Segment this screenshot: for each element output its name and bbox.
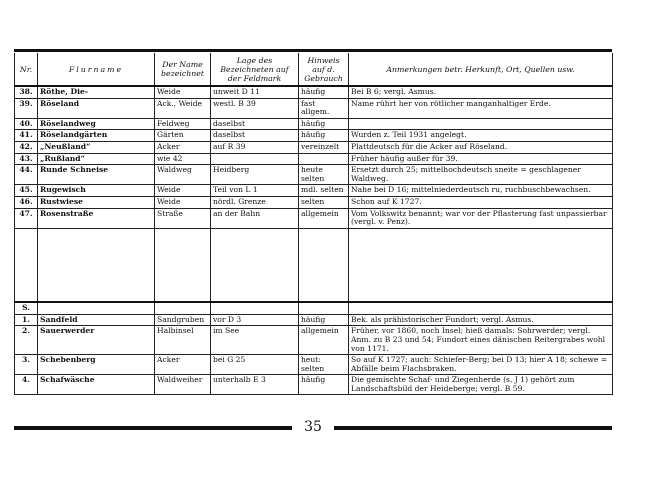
header-gebrauch: Hinweis auf d. Gebrauch — [299, 53, 349, 86]
bezeichnet: Waldweiher — [155, 375, 211, 395]
row-number: 43. — [15, 153, 38, 165]
flurname: Schafwäsche — [38, 375, 155, 395]
row-number: 46. — [15, 196, 38, 208]
row-number: 4. — [15, 375, 38, 395]
header-bezeichnet: Der Name bezeichnet — [155, 53, 211, 86]
bezeichnet: Acker — [155, 141, 211, 153]
bezeichnet: wie 42 — [155, 153, 211, 165]
header-flurname: Flurname — [38, 53, 155, 86]
table-row — [15, 375, 613, 395]
anmerkung: Früher häufig außer für 39. — [349, 153, 613, 165]
flurname: „Neußland“ — [38, 141, 155, 153]
lage: westl. B 39 — [211, 98, 299, 118]
header-nr: Nr. — [15, 53, 38, 86]
gebrauch: heute selten — [299, 165, 349, 185]
anmerkung: Früher, vor 1860, noch Insel; hieß damals: Sohrwerder; vergl. Anm. zu B 23 und 54; Fundort eines dänischen Reitergrabes wohl von 1171. — [349, 326, 613, 355]
section-header-row — [15, 302, 613, 315]
table-row — [15, 118, 613, 130]
gebrauch: häufig — [299, 86, 349, 98]
bezeichnet: Ack., Weide — [155, 98, 211, 118]
lage: nördl. Grenze — [211, 196, 299, 208]
gebrauch: vereinzelt — [299, 141, 349, 153]
anmerkung: Ersetzt durch 25; mittelhochdeutsch sneite = geschlagener Waldweg. — [349, 165, 613, 185]
section-letter: S. — [15, 302, 38, 315]
row-number: 42. — [15, 141, 38, 153]
anmerkung: Plattdeutsch für die Acker auf Röseland. — [349, 141, 613, 153]
flurname: Rugewisch — [38, 185, 155, 197]
row-number: 41. — [15, 130, 38, 142]
bezeichnet: Feldweg — [155, 118, 211, 130]
lage: vor D 3 — [211, 314, 299, 326]
row-number: 2. — [15, 326, 38, 355]
gebrauch: häufig — [299, 130, 349, 142]
row-number: 45. — [15, 185, 38, 197]
anmerkung: So auf K 1727; auch: Schiefer-Berg; bei D 13; hier A 18; schewe = Abfälle beim Flachsbraken. — [349, 355, 613, 375]
gebrauch: häufig — [299, 314, 349, 326]
anmerkung — [349, 118, 613, 130]
bottom-rule — [14, 419, 612, 435]
table-row — [15, 208, 613, 228]
gebrauch: allgemein — [299, 208, 349, 228]
lage: Teil von L 1 — [211, 185, 299, 197]
flurname: Röthe, Die- — [38, 86, 155, 98]
flurname: Röseland — [38, 98, 155, 118]
anmerkung: Schon auf K 1727. — [349, 196, 613, 208]
table-row — [15, 314, 613, 326]
anmerkung: Die gemischte Schaf- und Ziegenherde (s. J 1) gehört zum Landschaftsbild der Heideberge; vergl. B 59. — [349, 375, 613, 395]
flurnamen-table — [14, 53, 613, 395]
table-row — [15, 165, 613, 185]
table-row — [15, 153, 613, 165]
gebrauch: fast allgem. — [299, 98, 349, 118]
gebrauch: selten — [299, 196, 349, 208]
gebrauch: mdl. selten — [299, 185, 349, 197]
flurname: Schebenberg — [38, 355, 155, 375]
table-row — [15, 141, 613, 153]
lage: daselbst — [211, 118, 299, 130]
top-rule — [14, 49, 612, 52]
lage: daselbst — [211, 130, 299, 142]
lage: bei G 25 — [211, 355, 299, 375]
lage: unterhalb E 3 — [211, 375, 299, 395]
table-row — [15, 196, 613, 208]
bezeichnet: Weide — [155, 86, 211, 98]
lage: unweit D 11 — [211, 86, 299, 98]
table-row — [15, 98, 613, 118]
flurname: Rustwiese — [38, 196, 155, 208]
table-header-row — [15, 53, 613, 86]
lage: Heidberg — [211, 165, 299, 185]
bezeichnet: Weide — [155, 196, 211, 208]
lage: im See — [211, 326, 299, 355]
flurname: Runde Schneise — [38, 165, 155, 185]
row-number: 47. — [15, 208, 38, 228]
gebrauch: häufig — [299, 118, 349, 130]
flurname: Röselandgärten — [38, 130, 155, 142]
gebrauch: häufig — [299, 375, 349, 395]
table-row — [15, 86, 613, 98]
header-lage: Lage des Bezeichneten auf der Feldmark — [211, 53, 299, 86]
bezeichnet: Weide — [155, 185, 211, 197]
gebrauch: heut: selten — [299, 355, 349, 375]
flurname: Rosenstraße — [38, 208, 155, 228]
row-number: 38. — [15, 86, 38, 98]
header-anmerkungen: Anmerkungen betr. Herkunft, Ort, Quellen usw. — [349, 53, 613, 86]
gebrauch — [299, 153, 349, 165]
anmerkung: Wurden z. Teil 1931 angelegt. — [349, 130, 613, 142]
bezeichnet: Acker — [155, 355, 211, 375]
document-page — [14, 49, 612, 395]
anmerkung: Bek. als prähistorischer Fundort; vergl. Asmus. — [349, 314, 613, 326]
bezeichnet: Gärten — [155, 130, 211, 142]
bezeichnet: Straße — [155, 208, 211, 228]
bottom-rule-left — [14, 426, 292, 430]
bezeichnet: Halbinsel — [155, 326, 211, 355]
bezeichnet: Sandgruben — [155, 314, 211, 326]
anmerkung: Name rührt her von rötlicher manganhaltiger Erde. — [349, 98, 613, 118]
table-row — [15, 130, 613, 142]
anmerkung: Bei B 6; vergl. Asmus. — [349, 86, 613, 98]
anmerkung: Nahe bei D 16; mittelniederdeutsch ru, ruchbuschbewachsen. — [349, 185, 613, 197]
empty-row — [15, 228, 613, 302]
row-number: 40. — [15, 118, 38, 130]
lage: an der Bahn — [211, 208, 299, 228]
flurname: Sandfeld — [38, 314, 155, 326]
bottom-rule-right — [334, 426, 612, 430]
gebrauch: allgemein — [299, 326, 349, 355]
lage: auf R 39 — [211, 141, 299, 153]
lage — [211, 153, 299, 165]
page-number: 35 — [304, 419, 322, 435]
table-row — [15, 185, 613, 197]
row-number: 3. — [15, 355, 38, 375]
table-row — [15, 355, 613, 375]
row-number: 1. — [15, 314, 38, 326]
flurname: „Rußland“ — [38, 153, 155, 165]
anmerkung: Vom Volkswitz benannt; war vor der Pflasterung fast unpassierbar (vergl. v. Penz). — [349, 208, 613, 228]
flurname: Sauerwerder — [38, 326, 155, 355]
table-row — [15, 326, 613, 355]
row-number: 39. — [15, 98, 38, 118]
row-number: 44. — [15, 165, 38, 185]
bezeichnet: Waldweg — [155, 165, 211, 185]
flurname: Röselandweg — [38, 118, 155, 130]
